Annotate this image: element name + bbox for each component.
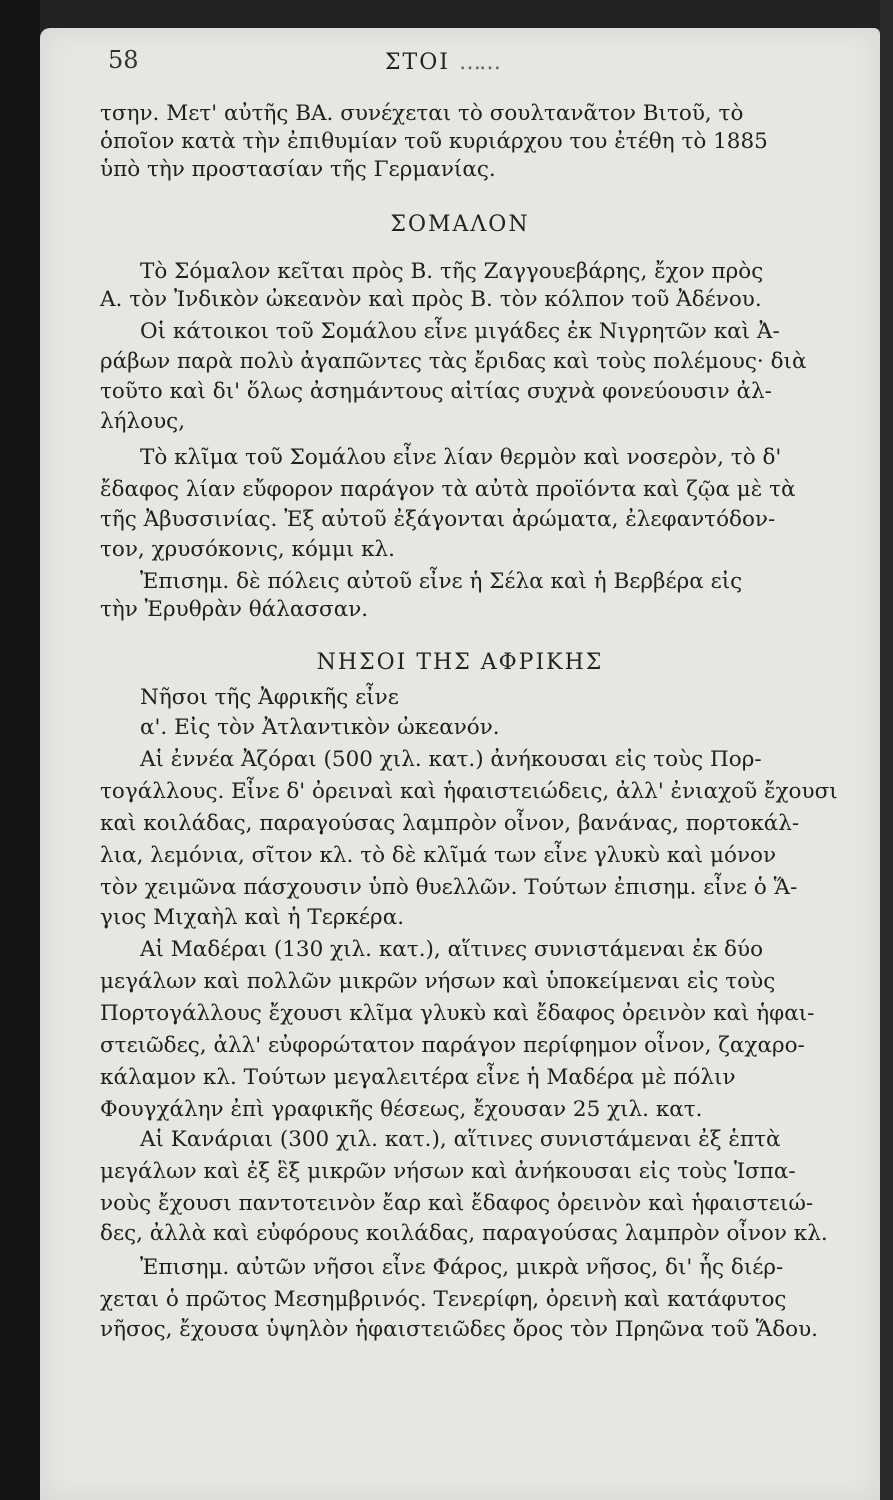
text-line: τσην. Μετ' αὐτῆς ΒΑ. συνέχεται τὸ σουλτανᾶτον Βιτοῦ, τὸ bbox=[100, 101, 744, 126]
book-page bbox=[40, 28, 880, 1500]
text-line: ὁποῖον κατὰ τὴν ἐπιθυμίαν τοῦ κυριάρχου του ἐτέθη τὸ 1885 bbox=[100, 129, 768, 154]
text-line: Αἱ Κανάριαι (300 χιλ. κατ.), αἵτινες συνιστάμεναι ἐξ ἑπτὰ bbox=[140, 1127, 781, 1152]
text-line: ράβων παρὰ πολὺ ἀγαπῶντες τὰς ἔριδας καὶ τοὺς πολέμους· διὰ bbox=[100, 349, 807, 374]
text-line: τον, χρυσόκονις, κόμμι κλ. bbox=[100, 537, 396, 562]
running-head-text: ΣΤΟΙ bbox=[385, 50, 450, 75]
text-line: καὶ κοιλάδας, παραγούσας λαμπρὸν οἶνον, βανάνας, πορτοκάλ- bbox=[100, 811, 800, 836]
text-line: Τὸ κλῖμα τοῦ Σομάλου εἶνε λίαν θερμὸν καὶ νοσερὸν, τὸ δ' bbox=[140, 445, 782, 470]
section-title-somalon: ΣΟΜΑΛΟΝ bbox=[390, 212, 530, 237]
text-line: λήλους, bbox=[100, 409, 186, 434]
text-line: γιος Μιχαὴλ καὶ ἡ Τερκέρα. bbox=[100, 905, 405, 930]
text-line: τὸν χειμῶνα πάσχουσιν ὑπὸ θυελλῶν. Τούτων ἐπισημ. εἶνε ὁ Ἅ- bbox=[100, 875, 798, 900]
text-line: κάλαμον κλ. Τούτων μεγαλειτέρα εἶνε ἡ Μαδέρα μὲ πόλιν bbox=[100, 1065, 736, 1090]
text-line: α'. Εἰς τὸν Ἀτλαντικὸν ὠκεανόν. bbox=[140, 715, 500, 740]
text-line: Φουγχάλην ἐπὶ γραφικῆς θέσεως, ἔχουσαν 25 χιλ. κατ. bbox=[100, 1097, 703, 1122]
text-line: στειῶδες, ἀλλ' εὐφορώτατον παράγον περίφημον οἶνον, ζαχαρο- bbox=[100, 1033, 805, 1058]
section-title-islands: ΝΗΣΟΙ ΤΗΣ ΑΦΡΙΚΗΣ bbox=[316, 650, 604, 675]
text-line: νῆσος, ἔχουσα ὑψηλὸν ἡφαιστειῶδες ὄρος τὸν Πρηῶνα τοῦ Ἅδου. bbox=[100, 1317, 819, 1342]
text-line: μεγάλων καὶ ἐξ ἓξ μικρῶν νήσων καὶ ἀνήκουσαι εἰς τοὺς Ἱσπα- bbox=[100, 1159, 796, 1184]
text-line: Α. τὸν Ἰνδικὸν ὠκεανὸν καὶ πρὸς Β. τὸν κόλπον τοῦ Ἀδένου. bbox=[100, 287, 762, 312]
text-line: τογάλλους. Εἶνε δ' ὀρειναὶ καὶ ἡφαιστειώδεις, ἀλλ' ἐνιαχοῦ ἔχουσι bbox=[100, 779, 838, 804]
text-line: Οἱ κάτοικοι τοῦ Σομάλου εἶνε μιγάδες ἐκ Νιγρητῶν καὶ Ἀ- bbox=[140, 319, 780, 344]
text-line: Αἱ Μαδέραι (130 χιλ. κατ.), αἵτινες συνιστάμεναι ἐκ δύο bbox=[140, 937, 764, 962]
text-line: Τὸ Σόμαλον κεῖται πρὸς Β. τῆς Ζαγγουεβάρης, ἔχον πρὸς bbox=[140, 259, 764, 284]
text-line: Ἐπισημ. δὲ πόλεις αὐτοῦ εἶνε ἡ Σέλα καὶ ἡ Βερβέρα εἰς bbox=[140, 569, 743, 594]
text-line: Ἐπισημ. αὐτῶν νῆσοι εἶνε Φάρος, μικρὰ νῆσος, δι' ἧς διέρ- bbox=[140, 1255, 784, 1280]
page-number: 58 bbox=[108, 46, 139, 74]
text-line: τὴν Ἐρυθρὰν θάλασσαν. bbox=[100, 597, 369, 622]
text-line: χεται ὁ πρῶτος Μεσημβρινός. Τενερίφη, ὀρεινὴ καὶ κατάφυτος bbox=[100, 1287, 787, 1312]
text-line: Πορτογάλλους ἔχουσι κλῖμα γλυκὺ καὶ ἔδαφος ὀρεινὸν καὶ ἡφαι- bbox=[100, 1001, 815, 1026]
text-line: ὑπὸ τὴν προστασίαν τῆς Γερμανίας. bbox=[100, 157, 496, 182]
text-line: Αἱ ἐννέα Ἀζόραι (500 χιλ. κατ.) ἀνήκουσαι εἰς τοὺς Πορ- bbox=[140, 747, 762, 772]
text-line: τῆς Ἀβυσσινίας. Ἐξ αὐτοῦ ἐξάγονται ἀρώματα, ἐλεφαντόδον- bbox=[100, 507, 776, 532]
text-line: λια, λεμόνια, σῖτον κλ. τὸ δὲ κλῖμά των εἶνε γλυκὺ καὶ μόνον bbox=[100, 843, 777, 868]
text-line: νοὺς ἔχουσι παντοτεινὸν ἔαρ καὶ ἔδαφος ὀρεινὸν καὶ ἡφαιστειώ- bbox=[100, 1191, 814, 1216]
text-line: τοῦτο καὶ δι' ὅλως ἀσημάντους αἰτίας συχνὰ φονεύουσιν ἀλ- bbox=[100, 379, 772, 404]
text-line: ἔδαφος λίαν εὔφορον παράγον τὰ αὐτὰ προϊόντα καὶ ζῷα μὲ τὰ bbox=[100, 477, 796, 502]
running-head-cut: …… bbox=[458, 50, 499, 75]
scan-right-edge bbox=[880, 0, 893, 1500]
text-line: δες, ἀλλὰ καὶ εὐφόρους κοιλάδας, παραγούσας λαμπρὸν οἶνον κλ. bbox=[100, 1221, 828, 1246]
running-head bbox=[385, 50, 499, 75]
text-line: Νῆσοι τῆς Ἀφρικῆς εἶνε bbox=[140, 685, 399, 710]
text-line: μεγάλων καὶ πολλῶν μικρῶν νήσων καὶ ὑποκείμεναι εἰς τοὺς bbox=[100, 969, 776, 994]
scan-left-edge bbox=[0, 0, 40, 1500]
